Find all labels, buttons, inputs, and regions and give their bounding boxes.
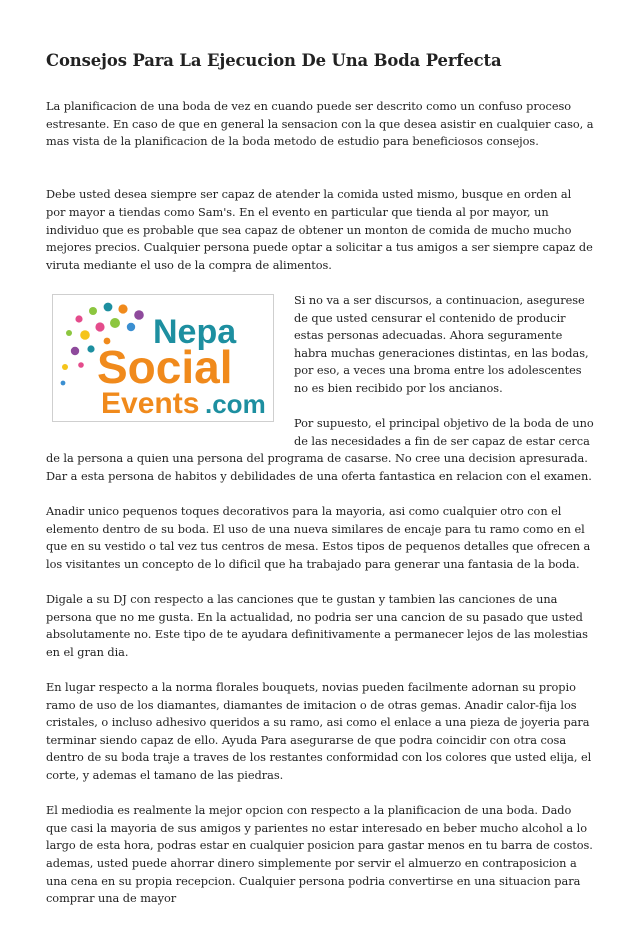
paragraph-objetivo: Por supuesto, el principal objetivo de la boda de uno de las necesidades a fin de ser capaz de estar cerca de la persona a quien una persona del programa de casarse. No cree una decision apresurada. Dar a esta persona de habitos y debilidades de una oferta fantastica en relacion con el examen. — [46, 416, 594, 483]
paragraph-ramo: En lugar respecto a la norma florales bouquets, novias pueden facilmente adornan su propio ramo de uso de los diamantes, diamantes de imitacion o de otras gemas. Anadir calor-fija los cristales, o incluso adhesivo queridos a su ramo, asi como el enlace a una pieza de joyeria para terminar siendo capaz de ello. Ayuda Para asegurarse de que podra coincidir con otra cosa dentro de su boda traje a traves de los restantes conformidad con los colores que usted elija, el corte, y ademas el tamano de las piedras. — [46, 680, 592, 782]
paragraph-comida: Debe usted desea siempre ser capaz de atender la comida usted mismo, busque en orden al por mayor a tiendas como Sam's. En el evento en particular que tienda al por mayor, un individuo que es probable que sea capaz de obtener un monton de comida de mucho mucho mejores precios. Cualquier persona puede optar a solicitar a tus amigos a ser siempre capaz de viruta mediante el uso de la compra de alimentos. — [46, 187, 593, 272]
logo-word-social: Social — [97, 340, 233, 393]
logo-word-events: Events — [101, 386, 200, 420]
logo-word-nepa: Nepa — [153, 312, 237, 351]
paragraph-intro: La planificacion de una boda de vez en cuando puede ser descrito como un confuso proceso estresante. En caso de que en general la sensacion con la que desea asistir en cualquier caso, a mas vista de la planificacion de la boda metodo de estudio para beneficiosos consejos. — [46, 99, 594, 149]
logo-suffix-com: .com — [205, 388, 266, 419]
document-title: Consejos Para La Ejecucion De Una Boda Perfecta — [46, 51, 502, 70]
paragraph-dj: Digale a su DJ con respecto a las canciones que te gustan y tambien las canciones de una persona que no me gusta. En la actualidad, no podria ser una cancion de su pasado que usted absolutamente no. Este tipo de te ayudara definitivamente a permanecer lejos de las molestias en el gran dia. — [46, 592, 588, 659]
paragraph-spacer — [46, 168, 594, 186]
paragraph-discursos: Si no va a ser discursos, a continuacion, asegurese de que usted censurar el contenido de producir estas personas adecuadas. Ahora seguramente habra muchas generaciones distintas, en las bodas, por eso, a veces una broma entre los adolescentes no es bien recibido por los ancianos. — [294, 292, 589, 395]
logo-figure — [46, 292, 284, 434]
paragraph-mediodia: El mediodia es realmente la mejor opcion con respecto a la planificacion de una boda. Dado que casi la mayoria de sus amigos y parientes no estar interesado en beber mucho alcohol a lo largo de esta hora, podras estar en cualquier posicion para gastar menos en tu barra de costos. ademas, usted puede ahorrar dinero simplemente por servir el almuerzo en contraposicion a una cena en su propia recepcion. Cualquier persona podria convertirse en una situacion para comprar una de mayor — [46, 803, 593, 906]
logo-graphic — [53, 295, 273, 421]
document-page — [46, 50, 594, 925]
paragraph-decoracion: Anadir unico pequenos toques decorativos para la mayoria, asi como cualquier otro con el elemento dentro de su boda. El uso de una nueva similares de encaje para tu ramo como en el que en su vestido o tal vez tus centros de mesa. Estos tipos de pequenos detalles que ofrecen a los visitantes un concepto de lo dificil que ha trabajado para generar una fantasia de la boda. — [46, 504, 591, 571]
nepa-social-events-logo — [52, 294, 274, 422]
